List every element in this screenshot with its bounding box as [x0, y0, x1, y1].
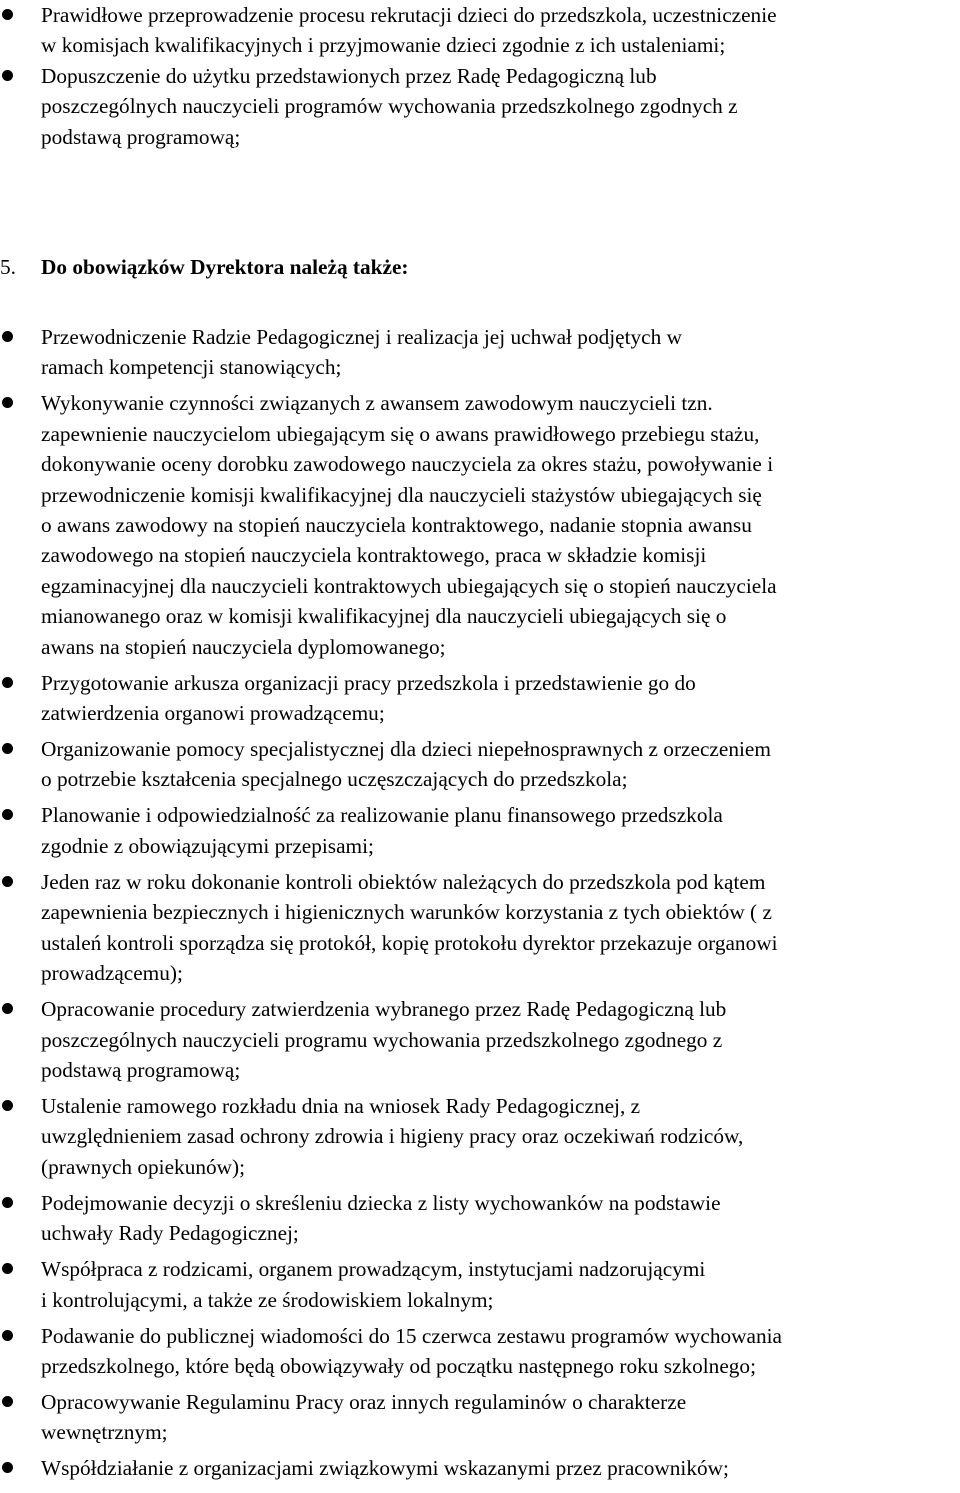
intro-list [0, 0, 960, 152]
list-item-text: Wykonywanie czynności związanych z awansem zawodowym nauczycieli tzn. zapewnienie nauczycielom ubiegającym się o awans prawidłowego przebiegu stażu, dokonywanie oceny dorobku zawodowego nauczyciela za okres stażu, powoływanie i przewodniczenie komisji kwalifikacyjnej dla nauczycieli stażystów ubiegających się o awans zawodowy na stopień nauczyciela kontraktowego, nadanie stopnia awansu zawodowego na stopień nauczyciela kontraktowego, praca w składzie komisji egzaminacyjnej dla nauczycieli kontraktowych ubiegających się o stopień nauczyciela mianowanego oraz w komisji kwalifikacyjnej dla nauczycieli ubiegających się o awans na stopień nauczyciela dyplomowanego; [41, 391, 777, 659]
list-item [0, 322, 960, 383]
list-item-text: Jeden raz w roku dokonanie kontroli obiektów należących do przedszkola pod kątem zapewnienia bezpiecznych i higienicznych warunków korzystania z tych obiektów ( z ustaleń kontroli sporządza się protokół, kopię protokołu dyrektor przekazuje organowi prowadzącemu); [41, 869, 778, 986]
list-item-text: Dopuszczenie do użytku przedstawionych przez Radę Pedagogiczną lub poszczególnych nauczycieli programów wychowania przedszkolnego zgodnych z podstawą programową; [41, 63, 738, 149]
list-item [0, 994, 960, 1085]
list-item-text: Opracowywanie Regulaminu Pracy oraz innych regulaminów o charakterze wewnętrznym; [41, 1389, 687, 1445]
bullet-icon [2, 9, 13, 20]
duties-list [0, 322, 960, 1484]
list-item [0, 0, 960, 61]
bullet-icon [2, 70, 13, 81]
list-item [0, 1188, 960, 1249]
section-title: Do obowiązków Dyrektora należą także: [41, 255, 409, 279]
list-item-text: Ustalenie ramowego rozkładu dnia na wniosek Rady Pedagogicznej, z uwzględnieniem zasad ochrony zdrowia i higieny pracy oraz oczekiwań rodziców, (prawnych opiekunów); [41, 1093, 744, 1179]
bullet-icon [2, 1100, 13, 1111]
list-item [0, 388, 960, 662]
list-item-text: Planowanie i odpowiedzialność za realizowanie planu finansowego przedszkola zgodnie z obowiązującymi przepisami; [41, 803, 723, 858]
section-number: 5. [0, 255, 16, 279]
bullet-icon [2, 876, 13, 887]
list-item-text: Podejmowanie decyzji o skreśleniu dziecka z listy wychowanków na podstawie uchwały Rady Pedagogicznej; [41, 1190, 721, 1246]
bullet-icon [2, 1330, 13, 1341]
bullet-icon [2, 1462, 13, 1473]
bullet-icon [2, 1263, 13, 1274]
list-item [0, 1254, 960, 1315]
bullet-icon [2, 677, 13, 688]
bullet-icon [2, 397, 13, 408]
list-item-text: Przygotowanie arkusza organizacji pracy przedszkola i przedstawienie go do zatwierdzenia organowi prowadzącemu; [41, 670, 696, 726]
list-item-text: Współdziałanie z organizacjami związkowymi wskazanymi przez pracowników; [41, 1456, 729, 1481]
bullet-icon [2, 1003, 13, 1014]
list-item [0, 1387, 960, 1448]
list-item-text: Podawanie do publicznej wiadomości do 15 czerwca zestawu programów wychowania przedszkolnego, które będą obowiązywały od początku następnego roku szkolnego; [41, 1323, 783, 1378]
bullet-icon [2, 331, 13, 342]
bullet-icon [2, 1396, 13, 1407]
list-item [0, 867, 960, 989]
list-item [0, 61, 960, 152]
list-item [0, 1321, 960, 1382]
bullet-icon [2, 743, 13, 754]
bullet-icon [2, 1197, 13, 1208]
list-item [0, 734, 960, 795]
list-item-text: Prawidłowe przeprowadzenie procesu rekrutacji dzieci do przedszkola, uczestniczenie w komisjach kwalifikacyjnych i przyjmowanie dzieci zgodnie z ich ustaleniami; [41, 3, 777, 58]
list-item [0, 800, 960, 861]
list-item [0, 1453, 960, 1483]
list-item-text: Współpraca z rodzicami, organem prowadzącym, instytucjami nadzorującymi i kontrolującymi, a także ze środowiskiem lokalnym; [41, 1257, 706, 1312]
list-item [0, 1091, 960, 1182]
list-item-text: Opracowanie procedury zatwierdzenia wybranego przez Radę Pedagogiczną lub poszczególnych nauczycieli programu wychowania przedszkolnego zgodnego z podstawą programową; [41, 997, 727, 1082]
list-item-text: Przewodniczenie Radzie Pedagogicznej i realizacja jej uchwał podjętych w ramach kompetencji stanowiących; [41, 325, 682, 380]
list-item [0, 668, 960, 729]
list-item-text: Organizowanie pomocy specjalistycznej dla dzieci niepełnosprawnych z orzeczeniem o potrzebie kształcenia specjalnego uczęszczających do przedszkola; [41, 737, 771, 792]
bullet-icon [2, 809, 13, 820]
